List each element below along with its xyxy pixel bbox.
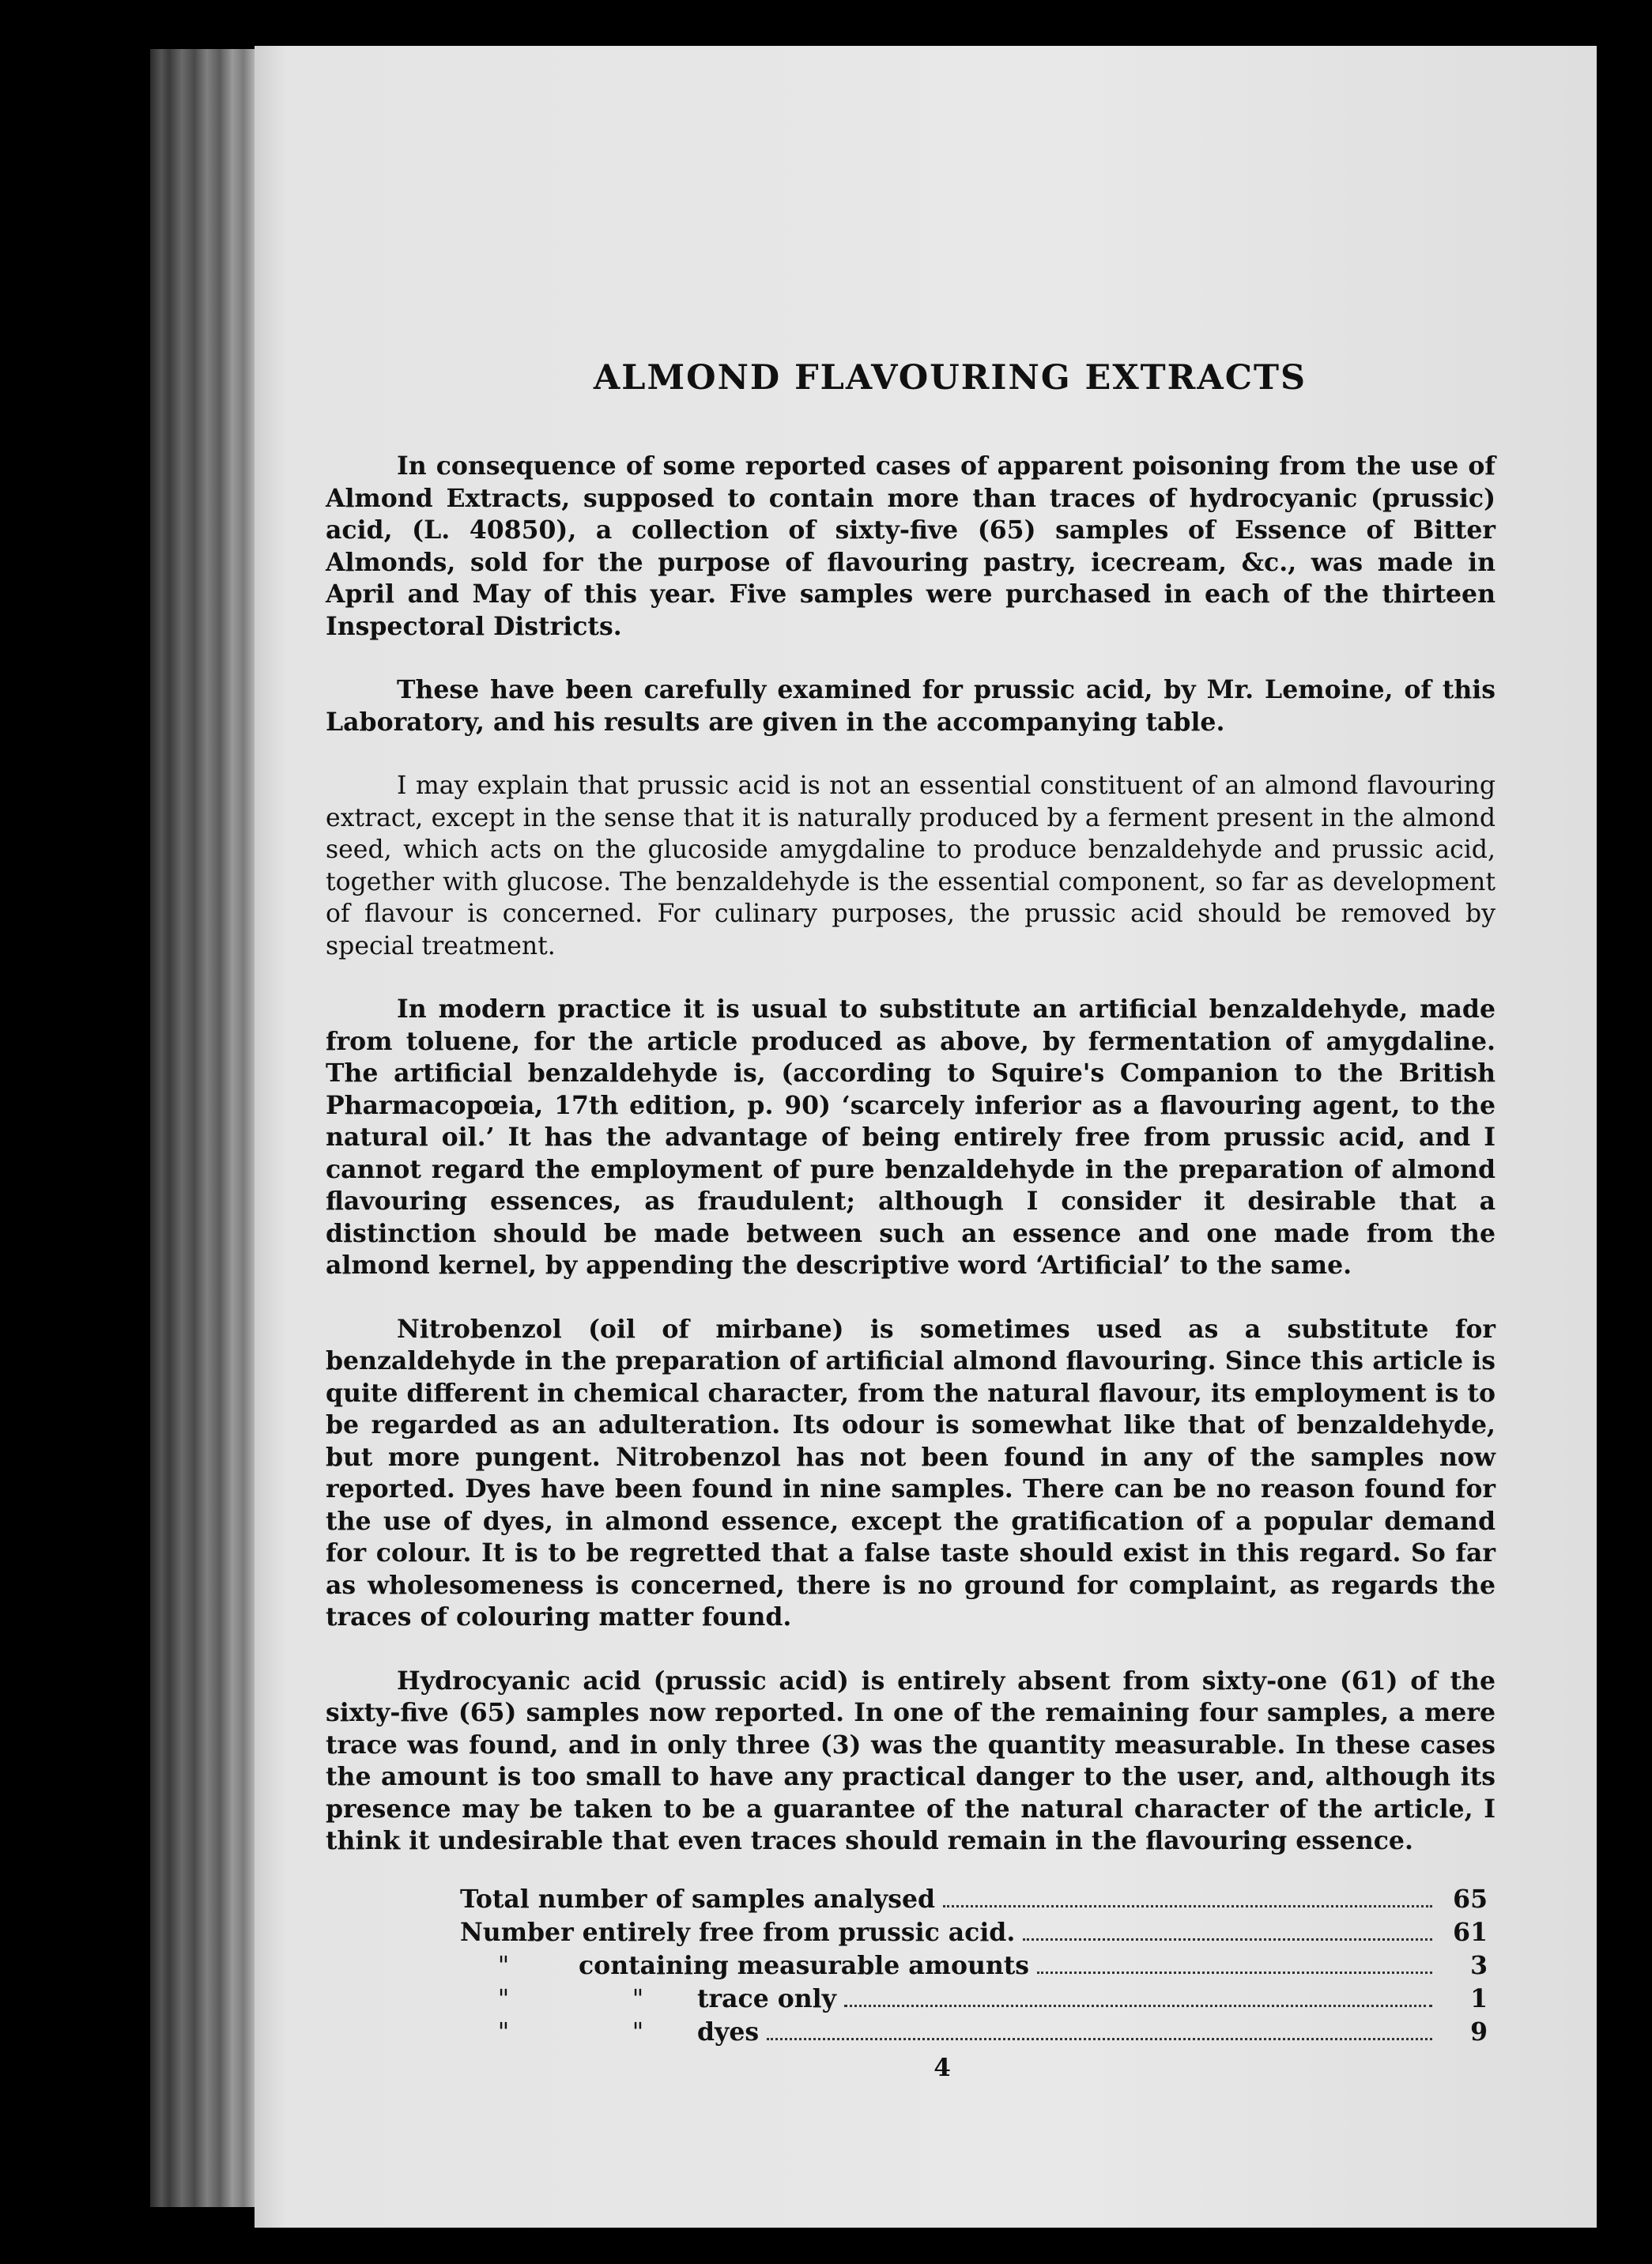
paragraph-1: In consequence of some reported cases of apparent poisoning from the use of Almond Extracts, supposed to contain more than traces of hydrocyanic (prussic) acid, (L. 40850), a collection of sixty-five (65) samples of Essence of Bitter Almonds, sold for the purpose of flavouring pastry, icecream, &c., was made in April and May of this year. Five samples were purchased in each of the thirteen Inspectoral Districts. bbox=[326, 451, 1495, 641]
ditto-mark: " bbox=[632, 2018, 644, 2047]
paragraph-4: In modern practice it is usual to substitute an artificial benzaldehyde, made from toluene, for the article produced as above, by fermentation of amygdaline. The artificial benzaldehyde is, (according to Squire's Companion to the British Pharmacopœia, 17th edition, p. 90) ‘scarcely inferior as a flavouring agent, to the natural oil.’ It has the advantage of being entirely free from prussic acid, and I cannot regard the employment of pure benzaldehyde in the preparation of almond flavouring essences, as fraudulent; although I consider it desirable that a distinction should be made between such an essence and one made from the almond kernel, by appending the descriptive word ‘Artificial’ to the same. bbox=[326, 994, 1495, 1280]
summary-value: 61 bbox=[1453, 1918, 1488, 1947]
summary-label: containing measurable amounts bbox=[579, 1951, 1030, 1980]
body-text bbox=[326, 451, 1495, 1889]
leader-dots bbox=[943, 1904, 1432, 1907]
summary-value: 65 bbox=[1453, 1885, 1488, 1914]
leader-dots bbox=[1037, 1971, 1432, 1974]
leader-dots bbox=[844, 2004, 1432, 2007]
document-page bbox=[255, 46, 1597, 2228]
paragraph-3: I may explain that prussic acid is not an essential constituent of an almond flavouring extract, except in the sense that it is naturally produced by a ferment present in the almond seed, which acts on the glucoside amygdaline to produce benzaldehyde and prussic acid, together with glucose. The benzaldehyde is the essential component, so far as development of flavour is concerned. For culinary purposes, the prussic acid should be removed by special treatment. bbox=[326, 772, 1495, 960]
paragraph-5: Nitrobenzol (oil of mirbane) is sometimes used as a substitute for benzaldehyde in the preparation of artificial almond flavouring. Since this article is quite different in chemical character, from the natural flavour, its employment is to be regarded as an adulteration. Its odour is somewhat like that of benzaldehyde, but more pungent. Nitrobenzol has not been found in any of the samples now reported. Dyes have been found in nine samples. There can be no reason found for the use of dyes, in almond essence, except the gratification of a popular demand for colour. It is to be regretted that a false taste should exist in this regard. So far as wholesomeness is concerned, there is no ground for complaint, as regards the traces of colouring matter found. bbox=[326, 1314, 1495, 1632]
paragraph-6: Hydrocyanic acid (prussic acid) is entirely absent from sixty-one (61) of the sixty-five (65) samples now reported. In one of the remaining four samples, a mere trace was found, and in only three (3) was the quantity measurable. In these cases the amount is too small to have any practical danger to the user, and, although its presence may be taken to be a guarantee of the natural character of the article, I think it undesirable that even traces should remain in the flavouring essence. bbox=[326, 1666, 1495, 1855]
summary-label: trace only bbox=[697, 1984, 836, 2013]
summary-row bbox=[460, 2017, 1488, 2051]
summary-value: 3 bbox=[1470, 1951, 1488, 1980]
ditto-mark: " bbox=[497, 1952, 510, 1980]
summary-value: 1 bbox=[1470, 1984, 1488, 2013]
leader-dots bbox=[1023, 1938, 1432, 1941]
leader-dots bbox=[767, 2037, 1432, 2040]
summary-table bbox=[460, 1885, 1488, 2051]
summary-label: Total number of samples analysed bbox=[460, 1885, 936, 1914]
summary-label: dyes bbox=[697, 2017, 760, 2047]
summary-row bbox=[460, 1885, 1488, 1918]
summary-label: Number entirely free from prussic acid. bbox=[460, 1918, 1016, 1947]
summary-row bbox=[460, 1918, 1488, 1951]
page-number: 4 bbox=[933, 2054, 951, 2082]
ditto-mark: " bbox=[632, 1985, 644, 2013]
summary-row bbox=[460, 1984, 1488, 2017]
page-stack-edge bbox=[150, 49, 257, 2207]
ditto-mark: " bbox=[497, 1985, 510, 2013]
summary-row bbox=[460, 1951, 1488, 1984]
paragraph-2: These have been carefully examined for prussic acid, by Mr. Lemoine, of this Laboratory, and his results are given in the accompanying table. bbox=[326, 675, 1495, 737]
page-title: ALMOND FLAVOURING EXTRACTS bbox=[593, 358, 1307, 398]
ditto-mark: " bbox=[497, 2018, 510, 2047]
summary-value: 9 bbox=[1470, 2017, 1488, 2047]
